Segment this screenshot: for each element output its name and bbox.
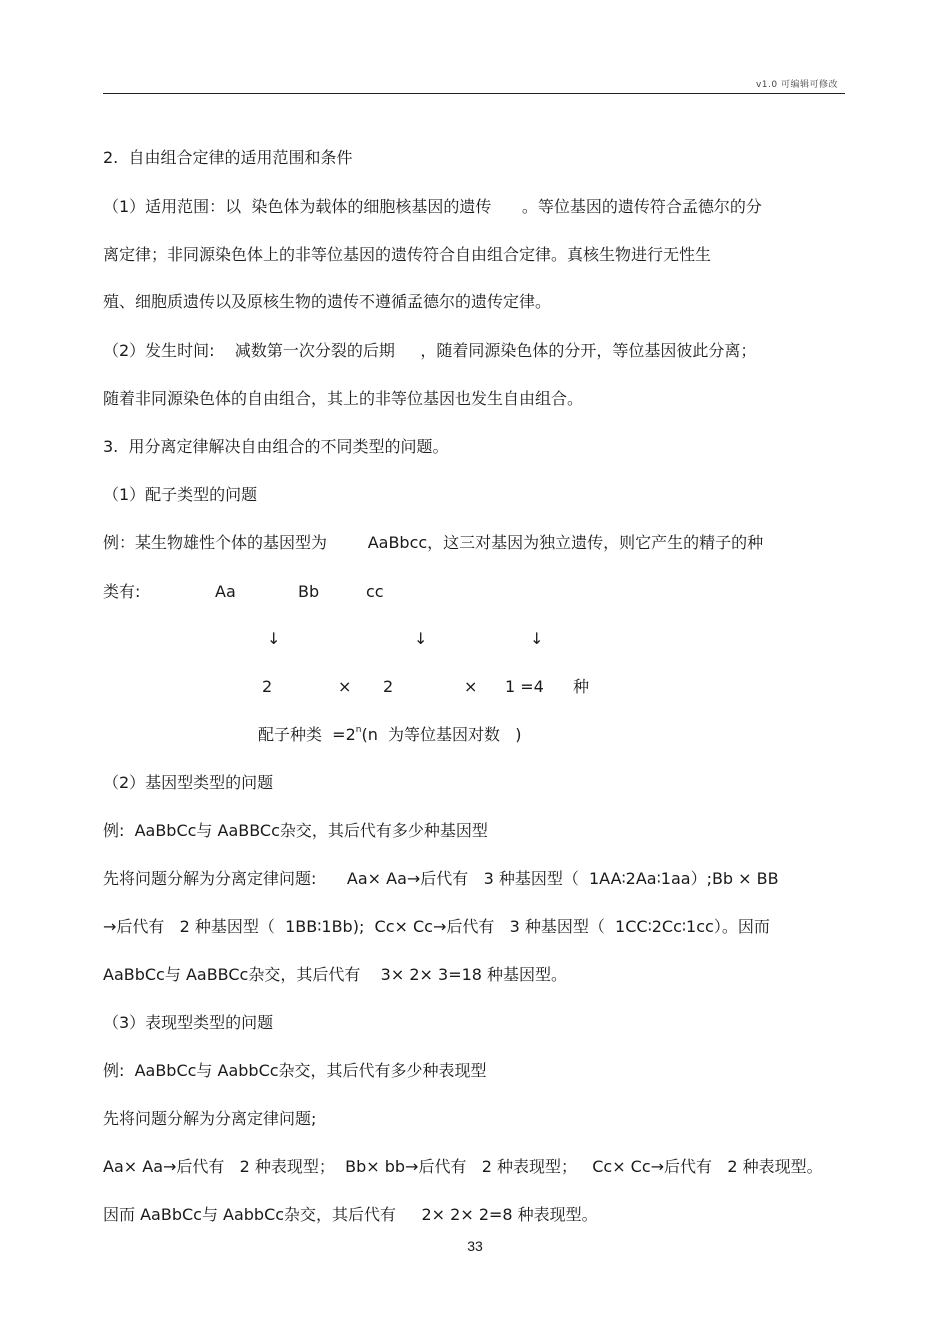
example-line: 例：某生物雄性个体的基因型为 AaBbcc，这三对基因为独立遗传，则它产生的精子的种 — [103, 533, 764, 552]
gene-pair-cc: cc — [366, 582, 384, 601]
paragraph-line: 因而 AaBbCc与 AabbCc杂交，其后代有 2× 2× 2=8 种表现型。 — [103, 1205, 598, 1224]
subsection-heading: （3）表现型类型的问题 — [103, 1013, 274, 1032]
formula-exponent: n — [355, 725, 362, 735]
paragraph-line: （2）发生时间: 减数第一次分裂的后期 ，随着同源染色体的分开，等位基因彼此分离； — [103, 341, 757, 360]
subsection-heading: （1）配子类型的问题 — [103, 485, 258, 504]
down-arrow-icon: ↓ — [267, 629, 281, 648]
example-line: 例: AaBbCc与 AabbCc杂交，其后代有多少种表现型 — [103, 1061, 487, 1080]
gamete-formula — [258, 725, 522, 745]
formula-suffix: (n 为等位基因对数 ) — [361, 725, 522, 744]
section-2-heading: 2. 自由组合定律的适用范围和条件 — [103, 148, 353, 167]
times-sign: × — [338, 677, 352, 696]
paragraph-line: 先将问题分解为分离定律问题: Aa× Aa→后代有 3 种基因型（ 1AA∶2Aa∶1aa）;Bb × BB — [103, 869, 779, 888]
times-sign: × — [464, 677, 478, 696]
gene-pair-bb: Bb — [298, 582, 320, 601]
paragraph-line: 随着非同源染色体的自由组合，其上的非等位基因也发生自由组合。 — [103, 389, 584, 408]
section-3-heading: 3. 用分离定律解决自由组合的不同类型的问题。 — [103, 437, 449, 456]
paragraph-line: 离定律；非同源染色体上的非等位基因的遗传符合自由组合定律。真核生物进行无性生 — [103, 245, 712, 264]
paragraph-line: （1）适用范围：以 染色体为载体的细胞核基因的遗传 。等位基因的遗传符合孟德尔的分 — [103, 197, 762, 216]
gamete-total: 1 =4 — [505, 677, 544, 696]
example-line: 类有: — [103, 582, 141, 601]
header-rule — [103, 93, 845, 94]
unit-label: 种 — [573, 677, 590, 696]
paragraph-line: Aa× Aa→后代有 2 种表现型； Bb× bb→后代有 2 种表现型； Cc× Cc→后代有 2 种表现型。 — [103, 1157, 823, 1176]
down-arrow-icon: ↓ — [530, 629, 544, 648]
gamete-count: 2 — [383, 677, 394, 696]
header-tag: v1.0 可编辑可修改 — [755, 80, 838, 90]
page-number: 33 — [467, 1238, 483, 1254]
paragraph-line: AaBbCc与 AaBBCc杂交，其后代有 3× 2× 3=18 种基因型。 — [103, 965, 568, 984]
paragraph-line: 殖、细胞质遗传以及原核生物的遗传不遵循孟德尔的遗传定律。 — [103, 292, 552, 311]
paragraph-line: 先将问题分解为分离定律问题; — [103, 1109, 317, 1128]
example-line: 例: AaBbCc与 AaBBCc杂交，其后代有多少种基因型 — [103, 821, 488, 840]
down-arrow-icon: ↓ — [414, 629, 428, 648]
gene-pair-aa: Aa — [215, 582, 236, 601]
subsection-heading: （2）基因型类型的问题 — [103, 773, 274, 792]
paragraph-line: →后代有 2 种基因型（ 1BB∶1Bb); Cc× Cc→后代有 3 种基因型（ 1CC∶2Cc∶1cc）。因而 — [103, 917, 770, 936]
formula-prefix: 配子种类 =2 — [258, 725, 356, 744]
gamete-count: 2 — [262, 677, 273, 696]
